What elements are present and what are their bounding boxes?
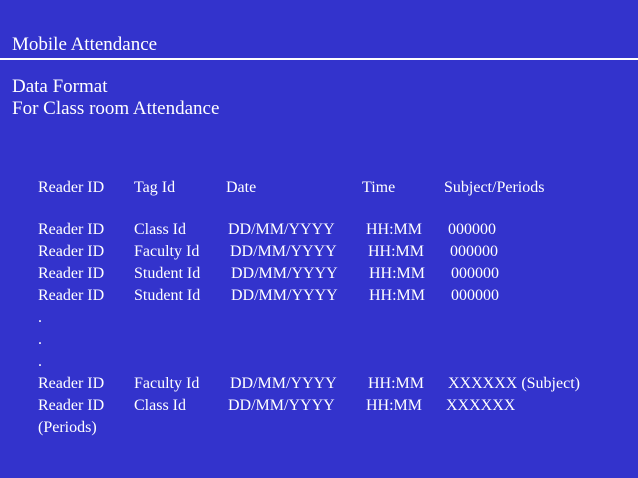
table-spacer xyxy=(38,199,97,219)
table-header-row xyxy=(38,177,545,199)
table-row xyxy=(38,241,498,263)
cell-subject: 000000 xyxy=(451,287,499,304)
table-row xyxy=(38,219,496,241)
cell-date: DD/MM/YYYY xyxy=(228,221,335,238)
header-subject-periods: Subject/Periods xyxy=(444,179,545,196)
heading-data-format: Data Format xyxy=(12,76,108,97)
cell-time: HH:MM xyxy=(366,221,423,238)
cell-date: DD/MM/YYYY xyxy=(231,265,338,282)
cell-time: HH:MM xyxy=(368,243,425,260)
cell-reader-id: Reader ID xyxy=(38,243,105,260)
cell-subject: XXXXXX xyxy=(446,397,516,414)
cell-date: DD/MM/YYYY xyxy=(230,375,337,392)
cell-subject: 000000 xyxy=(448,221,496,238)
cell-time: HH:MM xyxy=(368,375,425,392)
title-divider xyxy=(0,58,638,60)
cell-subject: XXXXXX (Subject) xyxy=(448,375,580,392)
ellipsis-dot: . xyxy=(38,353,42,370)
cell-reader-id: Reader ID xyxy=(38,375,105,392)
heading-classroom-attendance: For Class room Attendance xyxy=(12,98,220,119)
cell-date: DD/MM/YYYY xyxy=(231,287,338,304)
table-row xyxy=(38,285,499,307)
header-date: Date xyxy=(226,179,257,196)
header-tag-id: Tag Id xyxy=(134,179,176,196)
data-format-table xyxy=(38,177,580,439)
slide-title: Mobile Attendance xyxy=(12,34,158,55)
cell-tag-id: Faculty Id xyxy=(134,375,200,392)
table-row xyxy=(38,373,580,395)
cell-tag-id: Student Id xyxy=(134,287,201,304)
cell-tag-id: Faculty Id xyxy=(134,243,200,260)
cell-time: HH:MM xyxy=(369,287,426,304)
cell-date: DD/MM/YYYY xyxy=(230,243,337,260)
cell-date: DD/MM/YYYY xyxy=(228,397,335,414)
cell-tag-id: Student Id xyxy=(134,265,201,282)
header-time: Time xyxy=(362,179,396,196)
cell-subject: 000000 xyxy=(451,265,499,282)
cell-reader-id: Reader ID xyxy=(38,221,105,238)
cell-tag-id: Class Id xyxy=(134,221,186,238)
cell-reader-id: Reader ID xyxy=(38,287,105,304)
cell-time: HH:MM xyxy=(369,265,426,282)
cell-reader-id: Reader ID xyxy=(38,265,105,282)
table-row xyxy=(38,263,499,285)
cell-reader-id: Reader ID xyxy=(38,397,105,414)
trailing-note: (Periods) xyxy=(38,419,97,436)
cell-time: HH:MM xyxy=(366,397,423,414)
table-row xyxy=(38,395,516,417)
cell-tag-id: Class Id xyxy=(134,397,186,414)
ellipsis-dot: . xyxy=(38,331,42,348)
cell-subject: 000000 xyxy=(450,243,498,260)
ellipsis-dot: . xyxy=(38,309,42,326)
header-reader-id: Reader ID xyxy=(38,179,105,196)
